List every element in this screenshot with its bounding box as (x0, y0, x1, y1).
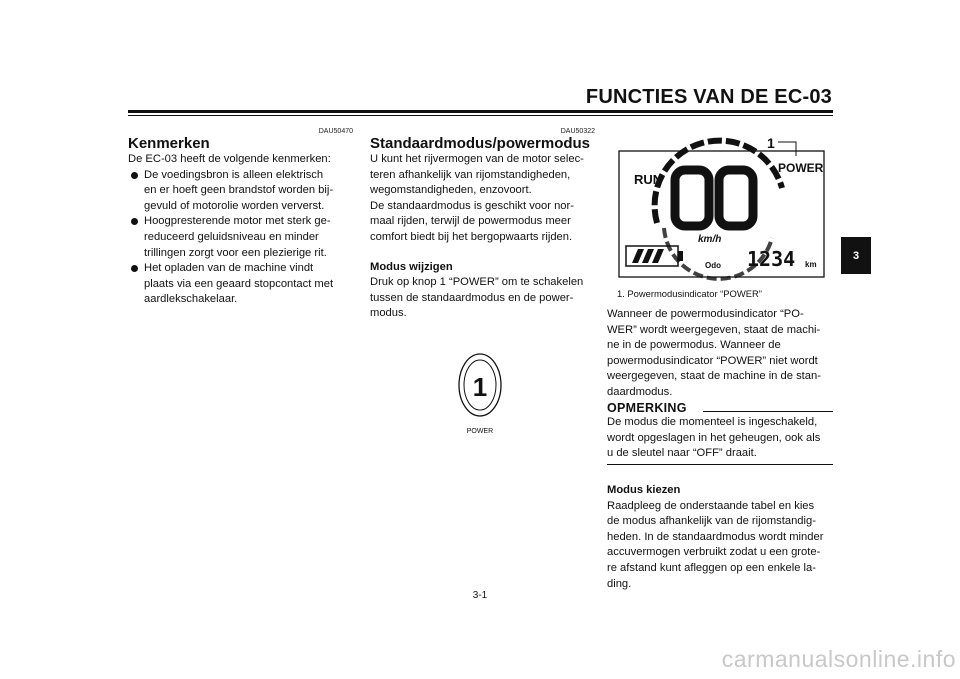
text-line: U kunt het rijvermogen van de motor selec- (370, 153, 584, 165)
text-line: De standaardmodus is geschikt voor nor- (370, 199, 574, 212)
bullet-line: aardlekschakelaar. (144, 293, 238, 306)
text-line: teren afhankelijk van rijomstandigheden, (370, 168, 571, 181)
heading-kenmerken: Kenmerken (128, 135, 210, 152)
note-bottom-rule (607, 464, 833, 465)
bullet-line: gevuld of motorolie worden ververst. (144, 199, 325, 212)
bullet-line: De voedingsbron is alleen elektrisch (144, 168, 324, 181)
lcd-display-illustration (612, 128, 832, 283)
power-button-label: POWER (466, 428, 494, 435)
text-line: Wanneer de powermodusindicator “PO- (607, 308, 804, 320)
text-line: de modus afhankelijk van de rijomstandig- (607, 515, 816, 528)
bullet-item (128, 261, 354, 308)
bullet-line: Hoogpresterende motor met sterk ge- (144, 215, 331, 228)
note-body (607, 415, 833, 462)
note-title-rule (703, 411, 833, 412)
display-figure (612, 128, 832, 283)
text-line: re afstand kunt afleggen op een enkele la- (607, 561, 816, 574)
powermodus-body (607, 307, 833, 401)
text-line: accuvermogen verbruikt zodat u een grote- (607, 546, 821, 559)
text-line: powermodusindicator “POWER” niet wordt (607, 354, 818, 367)
bullet-item (128, 214, 354, 261)
kenmerken-body (128, 152, 354, 308)
text-line: Druk op knop 1 “POWER” om te schakelen (370, 276, 584, 289)
bullet-line: Het opladen van de machine vindt (144, 262, 314, 275)
note-title: OPMERKING (607, 401, 687, 415)
power-button-number: 1 (472, 372, 488, 402)
text-line: wegomstandigheden, enzovoort. (370, 184, 532, 197)
power-indicator-label: POWER (778, 161, 824, 175)
bullet-icon (131, 172, 138, 179)
bullet-line: reduceerd geluidsniveau en minder (144, 230, 319, 243)
page-header-title: FUNCTIES VAN DE EC-03 (585, 86, 832, 108)
text-line: modus. (370, 307, 407, 320)
subheading-modus-kiezen: Modus kiezen (607, 484, 681, 496)
speed-digits (675, 170, 753, 226)
text-line: weergegeven, staat de machine in de stan- (607, 370, 821, 383)
bullet-icon (131, 265, 138, 272)
bullet-line: trillingen zorgt voor een plezierige rit. (144, 246, 327, 259)
text-line: tussen de standaardmodus en de power- (370, 291, 574, 304)
text-line: wordt opgeslagen in het geheugen, ook als (607, 431, 821, 444)
odo-label: Odo (705, 261, 721, 270)
standaardmodus-body (370, 152, 596, 322)
odo-value: 1234 (747, 247, 796, 271)
text-line: Raadpleeg de onderstaande tabel en kies (607, 499, 815, 512)
power-button-figure (455, 352, 505, 434)
odo-unit: km (805, 260, 817, 269)
power-button-icon (455, 352, 505, 422)
callout-number: 1 (767, 135, 775, 151)
section-code-kenmerken: DAU50470 (318, 128, 353, 135)
modus-kiezen-body (607, 483, 833, 592)
kenmerken-intro: De EC-03 heeft de volgende kenmerken: (128, 153, 331, 165)
text-line: maal rijden, terwijl de powermodus meer (370, 215, 571, 228)
text-line: ne in de powermodus. Wanneer de (607, 339, 781, 352)
page-number: 3-1 (472, 590, 488, 601)
text-line: WER” wordt weergegeven, staat de machi- (607, 323, 821, 336)
text-line: heden. In de standaardmodus wordt minder (607, 530, 824, 543)
subheading-modus-wijzigen: Modus wijzigen (370, 260, 453, 273)
run-label: RUN (634, 172, 663, 187)
header-rule-thin (128, 115, 833, 116)
bullet-icon (131, 218, 138, 225)
text-line: daardmodus. (607, 385, 673, 398)
bullet-line: plaats via een geaard stopcontact met (144, 277, 334, 290)
watermark-text: carmanualsonline.info (721, 646, 956, 672)
text-line: comfort biedt bij het bergopwaarts rijden. (370, 230, 573, 243)
chapter-tab: 3 (841, 237, 871, 274)
text-line: ding. (607, 577, 632, 590)
text-line: u de sleutel naar “OFF” draait. (607, 447, 757, 460)
text-line: De modus die momenteel is ingeschakeld, (607, 416, 818, 428)
speed-unit: km/h (698, 234, 722, 245)
bullet-item (128, 168, 354, 215)
header-rule-thick (128, 110, 833, 113)
heading-standaardmodus: Standaardmodus/powermodus (370, 135, 591, 152)
bullet-line: en er hoeft geen brandstof worden bij- (144, 184, 334, 197)
section-code-modus: DAU50322 (560, 128, 595, 135)
figure-caption: 1. Powermodusindicator “POWER” (617, 288, 762, 299)
